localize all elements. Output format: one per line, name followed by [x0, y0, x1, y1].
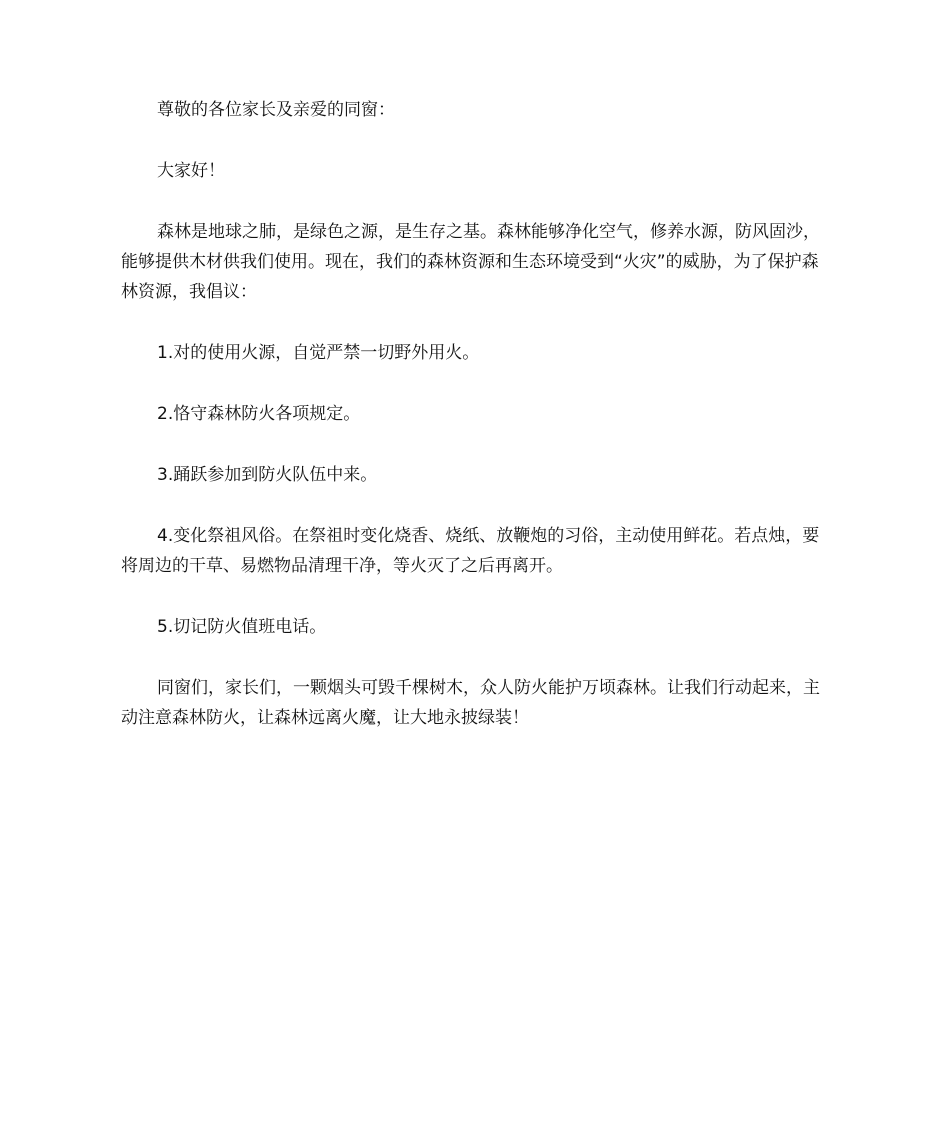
proposal-item-4: 4.变化祭祖风俗。在祭祖时变化烧香、烧纸、放鞭炮的习俗，主动使用鲜花。若点烛，要将周边的干草、易燃物品清理干净，等火灭了之后再离开。 [121, 526, 820, 576]
proposal-item-3: 3.踊跃参加到防火队伍中来。 [157, 465, 378, 485]
proposal-item-1: 1.对的使用火源，自觉严禁一切野外用火。 [157, 343, 480, 363]
proposal-item-2: 2.恪守森林防火各项规定。 [157, 404, 361, 424]
document-body [121, 95, 833, 733]
salutation: 尊敬的各位家长及亲爱的同窗： [157, 100, 395, 120]
proposal-item-5: 5.切记防火值班电话。 [157, 617, 327, 637]
intro-paragraph: 森林是地球之肺，是绿色之源，是生存之基。森林能够净化空气，修养水源，防风固沙，能够提供木材供我们使用。现在，我们的森林资源和生态环境受到“火灾”的威胁，为了保护森林资源，我倡议： [121, 222, 820, 302]
greeting: 大家好！ [157, 161, 225, 181]
closing-paragraph: 同窗们，家长们，一颗烟头可毁千棵树木，众人防火能护万顷森林。让我们行动起来，主动注意森林防火，让森林远离火魔，让大地永披绿装！ [121, 678, 820, 728]
